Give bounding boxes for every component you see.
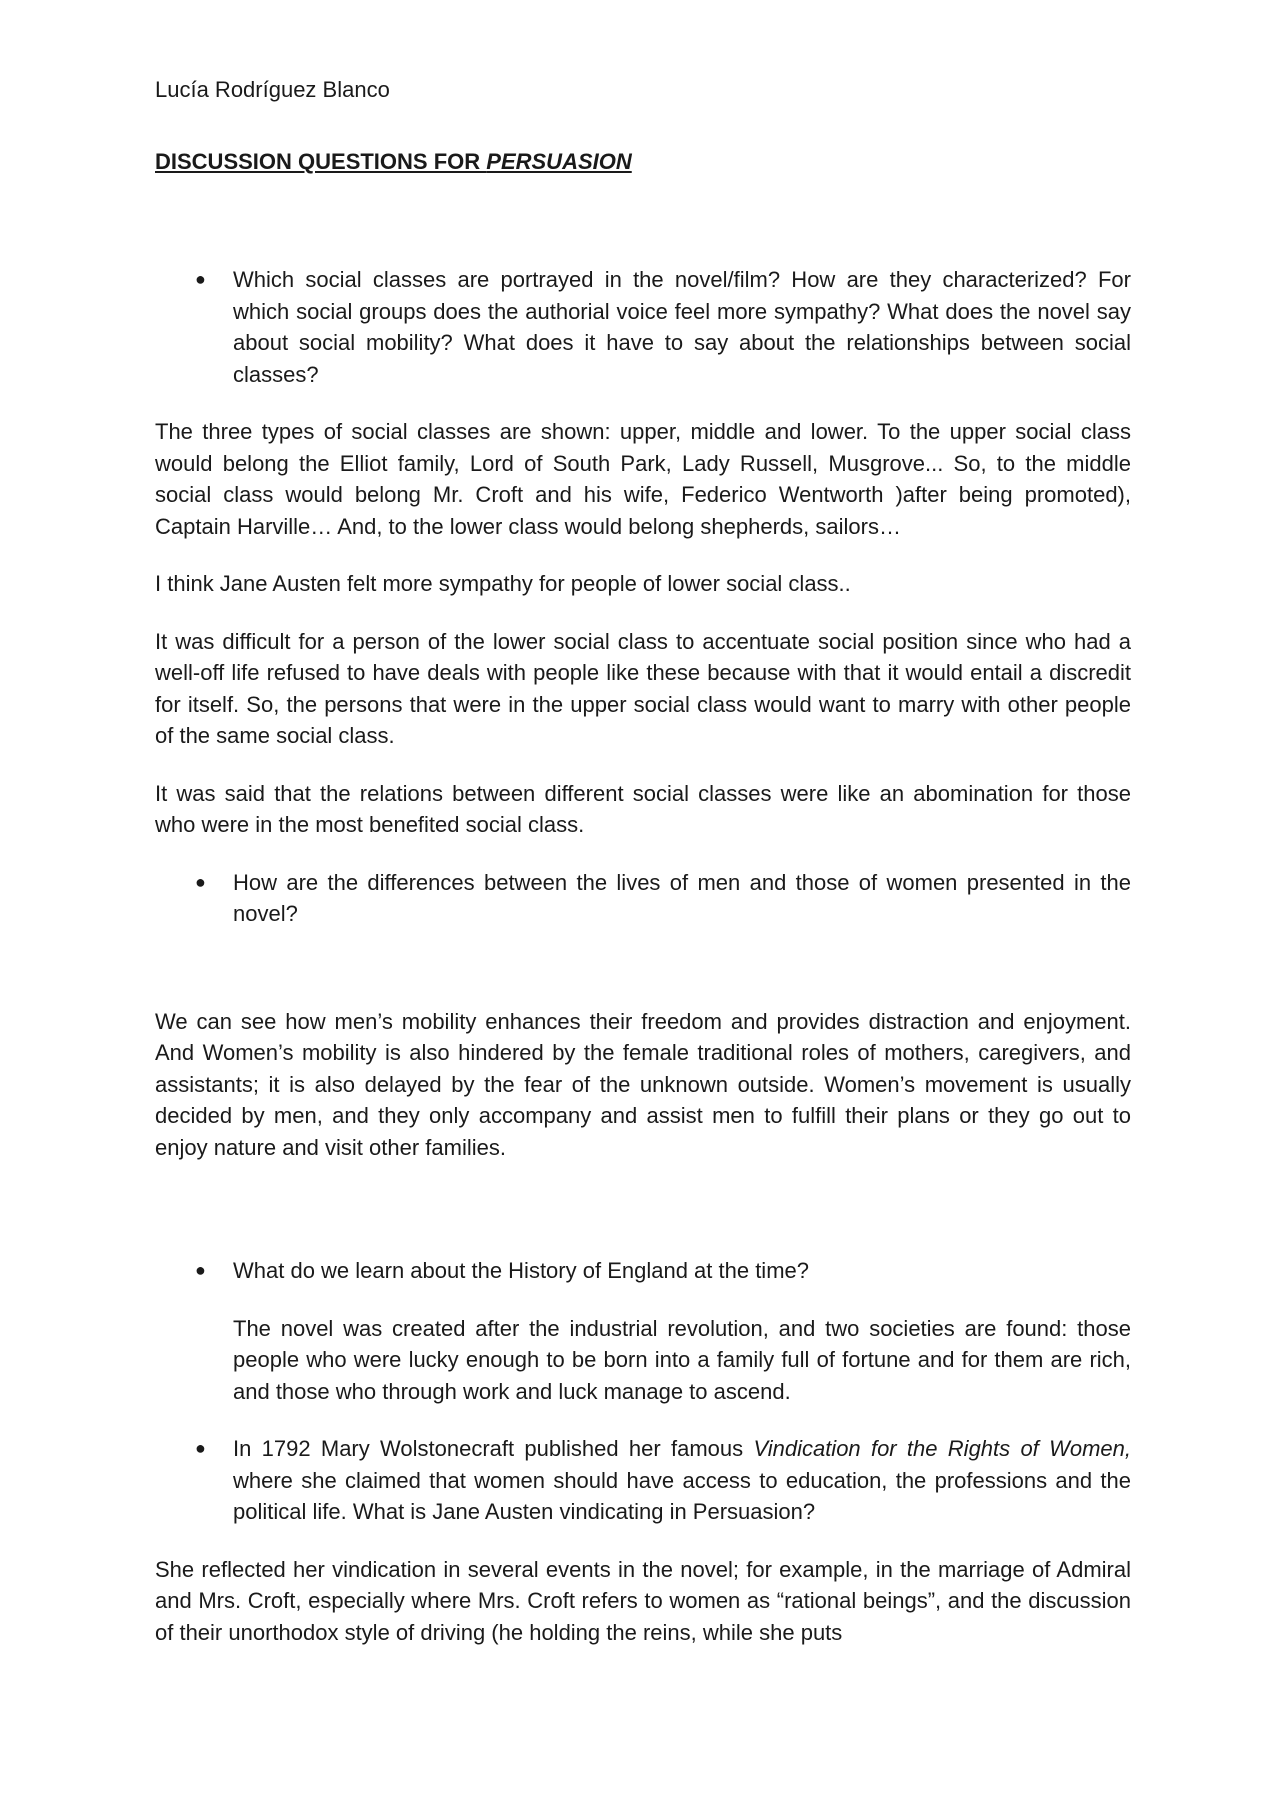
answer-1-paragraph-4: It was said that the relations between different social classes were like an abomination for those who were in the most benefited social class. xyxy=(155,780,1131,837)
question-4-book-title: Vindication for the Rights of Women, xyxy=(753,1436,1131,1461)
title-prefix: DISCUSSION QUESTIONS FOR xyxy=(155,149,487,174)
bullet-icon: ● xyxy=(195,1260,206,1280)
author-name: Lucía Rodríguez Blanco xyxy=(155,77,390,102)
bullet-icon: ● xyxy=(195,269,206,289)
document-page xyxy=(155,74,1131,1674)
answer-4-paragraph: She reflected her vindication in several events in the novel; for example, in the marriage of Admiral and Mrs. Croft, especially where Mrs. Croft refers to women as “rational beings”, and the discussion of their unorthodox style of driving (he holding the reins, while she puts xyxy=(155,1556,1131,1645)
title-italic: PERSUASION xyxy=(486,149,632,174)
answer-1-paragraph-2: I think Jane Austen felt more sympathy for people of lower social class.. xyxy=(155,571,851,596)
bullet-icon: ● xyxy=(195,1438,206,1458)
question-3 xyxy=(155,1255,1131,1287)
question-2 xyxy=(155,867,1131,930)
answer-2-paragraph: We can see how men’s mobility enhances their freedom and provides distraction and enjoyment. And Women’s mobility is also hindered by the female traditional roles of mothers, caregivers, and assistants; it is also delayed by the fear of the unknown outside. Women’s movement is usually decided by men, and they only accompany and assist men to fulfill their plans or they go out to enjoy nature and visit other families. xyxy=(155,1008,1131,1160)
bullet-icon: ● xyxy=(195,871,206,892)
spacer xyxy=(155,930,1131,1006)
question-1 xyxy=(155,264,1131,390)
question-2-text: How are the differences between the lives of men and those of women presented in the novel? xyxy=(233,869,1131,926)
question-4 xyxy=(155,1433,1131,1528)
question-4-text-before: In 1792 Mary Wolstonecraft published her famous xyxy=(233,1436,754,1461)
answer-3-paragraph: The novel was created after the industrial revolution, and two societies are found: those people who were lucky enough to be born into a family full of fortune and for them are rich, and those who through work and luck manage to ascend. xyxy=(233,1315,1131,1404)
question-3-text: What do we learn about the History of England at the time? xyxy=(233,1258,809,1283)
document-title xyxy=(155,146,1131,178)
answer-1-paragraph-1: The three types of social classes are shown: upper, middle and lower. To the upper social class would belong the Elliot family, Lord of South Park, Lady Russell, Musgrove... So, to the middle social class would belong Mr. Croft and his wife, Federico Wentworth )after being promoted), Captain Harville… And, to the lower class would belong shepherds, sailors… xyxy=(155,419,1131,539)
question-4-text-after: where she claimed that women should have access to education, the professions and the political life. What is Jane Austen vindicating in Persuasion? xyxy=(233,1467,1131,1524)
answer-1-paragraph-3: It was difficult for a person of the lower social class to accentuate social position since who had a well-off life refused to have deals with people like these because with that it would entail a discredit for itself. So, the persons that were in the upper social class would want to marry with other people of the same social class. xyxy=(155,628,1131,748)
question-1-text: Which social classes are portrayed in the novel/film? How are they characterized? For which social groups does the authorial voice feel more sympathy? What does the novel say about social mobility? What does it have to say about the relationships between social classes? xyxy=(233,267,1131,387)
spacer xyxy=(155,1163,1131,1255)
